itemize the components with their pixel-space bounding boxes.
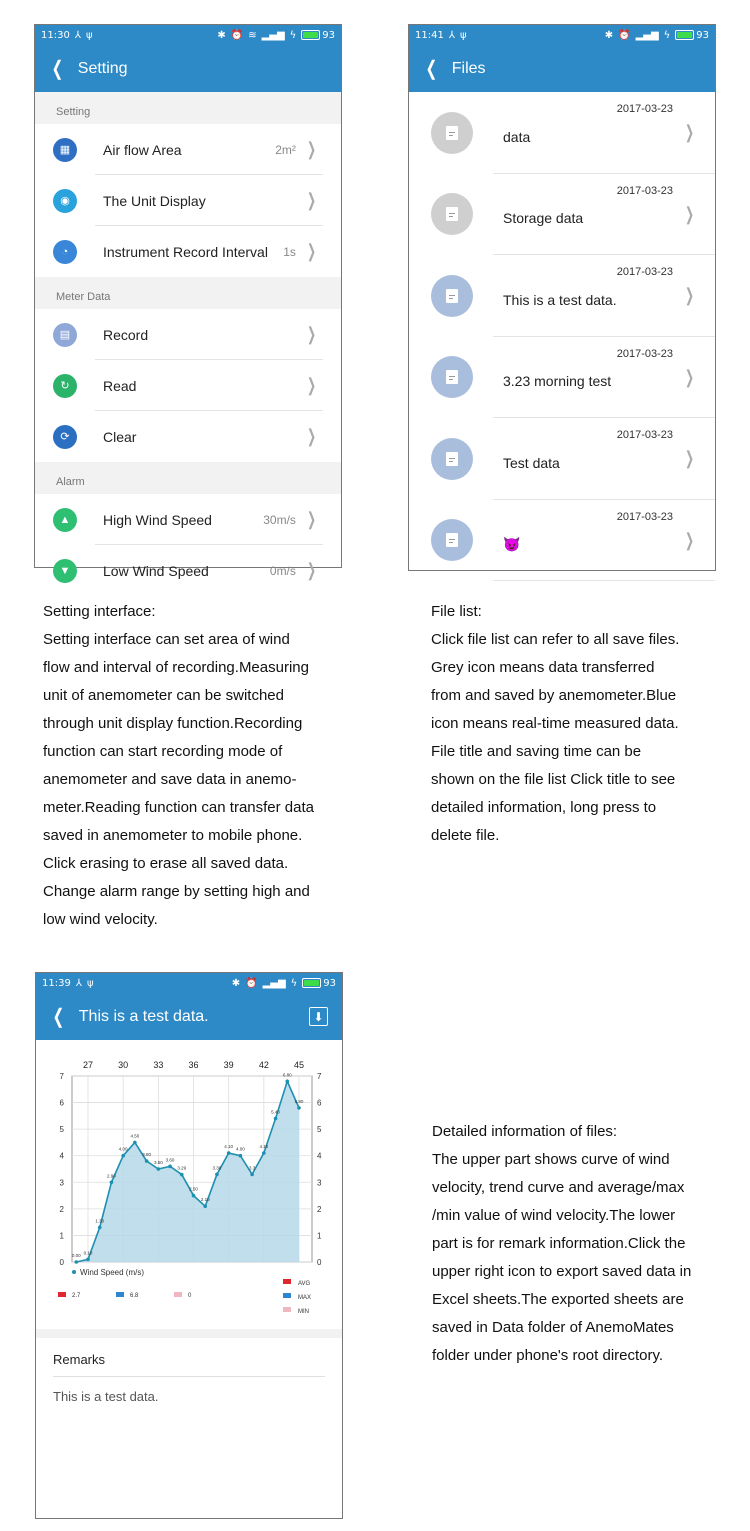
x-tick-label: 30 (118, 1060, 129, 1070)
section-header: Meter Data (35, 277, 341, 309)
data-label: 4.00 (118, 1146, 128, 1152)
x-tick-label: 27 (82, 1060, 94, 1070)
data-label: 0.00 (71, 1253, 81, 1258)
file-list (409, 92, 715, 581)
data-point (86, 1258, 90, 1262)
settings-item-label: High Wind Speed (103, 511, 212, 528)
data-point (110, 1180, 114, 1184)
stat-value: 2.7 (72, 1293, 81, 1299)
usb-icon: ψ (86, 977, 94, 989)
remarks-header: Remarks (53, 1352, 106, 1367)
settings-item-value: 2m² (275, 142, 296, 157)
settings-item[interactable] (35, 545, 341, 596)
settings-item[interactable] (35, 175, 341, 226)
file-row[interactable] (409, 337, 715, 419)
detail-description: Detailed information of files: The upper part shows curve of wind velocity, trend curve and average/max /min value of wind velocity.The lower part is for remark information.Click the upper right icon to export saved data in Excel sheets.The exported sheets are saved in Data folder of AnemoMates folder under phone's root directory. (432, 1123, 692, 1364)
data-point (203, 1204, 207, 1208)
stat-swatch (174, 1292, 182, 1297)
file-icon (431, 438, 473, 480)
fan-icon: ⅄ (74, 29, 81, 41)
data-point (297, 1106, 301, 1110)
y-tick-label-right: 4 (317, 1151, 322, 1161)
y-tick-label-right: 0 (317, 1258, 322, 1267)
stat-swatch (58, 1292, 66, 1297)
file-date: 2017-03-23 (616, 429, 673, 441)
wind-speed-chart (36, 1040, 342, 1329)
charging-icon: ϟ (290, 977, 298, 989)
legend-series-label: Wind Speed (m/s) (80, 1268, 145, 1277)
file-title: Storage data (503, 210, 584, 227)
y-tick-label-right: 1 (317, 1231, 322, 1241)
arrow-down-icon: ▼ (53, 559, 77, 583)
chevron-right-icon: ❯ (306, 426, 316, 446)
settings-item[interactable] (35, 309, 341, 360)
settings-item-label: Clear (103, 428, 137, 445)
chevron-right-icon: ❯ (684, 203, 694, 224)
files-description: File list: Click file list can refer to all save files. Grey icon means data transferred from and saved by anemometer.Blue icon means real-time measured data. File title and saving time can be shown on the file list Click title to see detailed information, long press to delete file. (431, 603, 680, 844)
bluetooth-icon: ✱ (231, 977, 241, 989)
y-tick-label-left: 6 (59, 1098, 64, 1108)
data-label: 3.30 (212, 1165, 222, 1171)
section-header: Setting (35, 92, 341, 124)
y-tick-label-right: 5 (317, 1125, 322, 1135)
clock: 11:39 (42, 977, 71, 989)
legend-series-marker (72, 1270, 76, 1274)
data-point (274, 1117, 278, 1121)
y-tick-label-left: 1 (59, 1231, 64, 1241)
x-tick-label: 39 (223, 1060, 234, 1070)
data-label: 5.80 (294, 1098, 304, 1104)
app-bar (409, 45, 715, 92)
file-date: 2017-03-23 (616, 103, 673, 115)
wifi-icon: ≋ (248, 29, 257, 41)
file-row[interactable] (409, 500, 715, 582)
file-title: Test data (503, 454, 560, 471)
remarks-text: This is a test data. (53, 1389, 159, 1404)
data-label: 3.80 (142, 1152, 151, 1158)
chevron-right-icon: ❯ (306, 190, 316, 210)
data-label: 4.00 (236, 1146, 245, 1152)
settings-item-value: 30m/s (263, 512, 296, 527)
back-arrow-icon[interactable]: ❮ (425, 57, 438, 80)
legend-stat-name: MIN (298, 1309, 309, 1315)
file-title: 3.23 morning test (503, 373, 612, 390)
usb-icon: ψ (459, 29, 467, 41)
y-tick-label-right: 6 (317, 1098, 322, 1108)
settings-item-label: Instrument Record Interval (103, 243, 268, 260)
settings-list (35, 92, 341, 596)
file-icon (431, 356, 473, 398)
y-tick-label-right: 7 (317, 1072, 322, 1081)
y-tick-label-left: 0 (59, 1258, 64, 1267)
chevron-right-icon: ❯ (306, 139, 316, 159)
legend-stat-name: MAX (298, 1295, 312, 1301)
settings-item-value: 1s (283, 244, 296, 259)
grid-icon: ▦ (53, 138, 77, 162)
file-icon (431, 275, 473, 317)
battery-icon: 93 (301, 30, 335, 41)
file-date: 2017-03-23 (616, 184, 673, 197)
data-point (192, 1194, 196, 1198)
data-point (215, 1173, 219, 1177)
chevron-right-icon: ❯ (684, 529, 694, 550)
data-label: 0.10 (83, 1250, 93, 1256)
gauge-icon: ◔ (53, 240, 77, 264)
chevron-right-icon: ❯ (684, 366, 694, 387)
settings-item-label: The Unit Display (103, 192, 206, 209)
y-tick-label-left: 3 (59, 1178, 64, 1188)
y-tick-label-left: 5 (59, 1125, 64, 1135)
chevron-right-icon: ❯ (306, 560, 316, 580)
settings-item[interactable] (35, 494, 341, 545)
x-tick-label: 36 (188, 1060, 199, 1070)
data-point (168, 1165, 172, 1169)
data-point (285, 1080, 289, 1084)
settings-description: Setting interface: Setting interface can set area of wind flow and interval of recording.Measuring unit of anemometer can be switched through unit display function.Recording function can start recording mode of anemometer and save data in anemo- meter.Reading function can transfer data saved in anemometer to mobile phone. Click erasing to erase all saved data. Change alarm range by setting high and low wind velocity. (43, 603, 314, 928)
app-bar (35, 45, 341, 92)
settings-item-label: Read (103, 377, 137, 394)
data-label: 2.50 (189, 1186, 198, 1192)
battery-icon: 93 (302, 978, 336, 989)
page-title: This is a test data. (78, 1007, 209, 1025)
clock: 11:41 (415, 29, 444, 41)
document-icon: ▤ (53, 323, 77, 347)
y-tick-label-right: 2 (317, 1204, 322, 1214)
file-row[interactable] (409, 418, 715, 500)
page-title: Files (451, 59, 486, 77)
file-date: 2017-03-23 (616, 510, 673, 523)
usb-icon: ψ (85, 29, 93, 41)
settings-item-label: Air flow Area (103, 141, 182, 158)
section-divider (36, 1329, 342, 1338)
data-label: 3.60 (165, 1157, 175, 1163)
data-label: 4.10 (259, 1144, 269, 1150)
charging-icon: ϟ (289, 29, 297, 41)
file-row[interactable] (409, 92, 715, 174)
fan-icon: ⅄ (75, 977, 82, 989)
data-point (74, 1260, 78, 1264)
stat-swatch (116, 1292, 124, 1297)
refresh-icon: ⟳ (53, 425, 77, 449)
files-screen (408, 24, 716, 571)
chevron-right-icon: ❯ (306, 509, 316, 529)
status-bar (35, 25, 341, 45)
settings-item[interactable] (35, 124, 341, 175)
data-label: 4.10 (224, 1144, 234, 1150)
data-point (98, 1226, 102, 1230)
file-date: 2017-03-23 (616, 347, 673, 360)
file-row[interactable] (409, 255, 715, 337)
alarm-icon: ⏰ (230, 29, 244, 41)
chevron-right-icon: ❯ (306, 241, 316, 261)
read-icon: ↻ (53, 374, 77, 398)
section-header: Alarm (35, 462, 341, 494)
export-download-icon[interactable]: ⬇ (309, 1007, 328, 1026)
status-bar (36, 973, 342, 993)
settings-item[interactable] (35, 226, 341, 277)
status-bar (409, 25, 715, 45)
settings-item-label: Record (103, 326, 149, 343)
data-point (121, 1154, 125, 1158)
legend-stat-swatch (283, 1279, 291, 1284)
fan-icon: ⅄ (448, 29, 455, 41)
x-tick-label: 33 (153, 1060, 164, 1070)
signal-icon: ▂▄▆ (261, 29, 285, 41)
data-label: 5.40 (271, 1109, 280, 1115)
chevron-right-icon: ❯ (306, 324, 316, 344)
bluetooth-icon: ✱ (217, 29, 226, 41)
back-arrow-icon[interactable]: ❮ (51, 57, 64, 80)
chevron-right-icon: ❯ (684, 285, 694, 306)
bluetooth-icon: ✱ (604, 29, 614, 41)
data-label: 3.50 (153, 1160, 163, 1165)
chevron-right-icon: ❯ (306, 375, 316, 395)
settings-item-label: Low Wind Speed (103, 562, 209, 579)
stat-value: 0 (188, 1293, 192, 1299)
eye-icon: ◉ (53, 189, 77, 213)
signal-icon: ▂▄▆ (635, 29, 659, 41)
legend-stat-swatch (283, 1307, 291, 1312)
file-icon (431, 112, 473, 154)
data-point (262, 1151, 266, 1155)
charging-icon: ϟ (663, 29, 671, 41)
settings-item[interactable] (35, 411, 341, 462)
data-point (145, 1159, 149, 1163)
alarm-icon: ⏰ (245, 977, 258, 989)
data-label: 4.50 (130, 1133, 140, 1139)
x-tick-label: 42 (258, 1060, 269, 1070)
legend-stat-name: AVG (298, 1281, 311, 1287)
file-title: data (503, 128, 531, 145)
arrow-up-icon: ▲ (53, 508, 77, 532)
data-point (180, 1173, 184, 1177)
settings-item-value: 0m/s (269, 563, 296, 578)
x-tick-label: 45 (293, 1060, 305, 1070)
file-icon (431, 193, 473, 235)
data-label: 6.80 (282, 1072, 292, 1078)
chevron-right-icon: ❯ (684, 448, 694, 469)
data-label: 3.3 (248, 1165, 256, 1171)
data-point (250, 1173, 254, 1177)
chart-svg (36, 1040, 342, 1329)
legend-stat-swatch (283, 1293, 291, 1298)
alarm-icon: ⏰ (618, 29, 631, 41)
app-bar (36, 993, 342, 1040)
page-title: Setting (77, 59, 128, 77)
battery-icon: 93 (675, 30, 709, 41)
data-point (227, 1151, 231, 1155)
file-date: 2017-03-23 (616, 266, 673, 278)
settings-item[interactable] (35, 360, 341, 411)
stat-value: 6.8 (130, 1293, 139, 1299)
signal-icon: ▂▄▆ (262, 977, 286, 989)
data-label: 2.10 (200, 1197, 210, 1203)
data-point (157, 1167, 161, 1171)
back-arrow-icon[interactable]: ❮ (52, 1005, 65, 1028)
data-label: 2.90 (107, 1173, 116, 1179)
data-point (133, 1141, 137, 1145)
file-icon (431, 519, 473, 561)
y-tick-label-left: 7 (59, 1072, 64, 1081)
file-title: This is a test data. (503, 291, 617, 308)
y-tick-label-left: 2 (59, 1204, 64, 1214)
chevron-right-icon: ❯ (684, 122, 694, 143)
data-label: 3.29 (177, 1165, 187, 1171)
clock: 11:30 (41, 29, 70, 41)
y-tick-label-left: 4 (59, 1151, 64, 1161)
file-title: 😈 (503, 535, 521, 552)
y-tick-label-right: 3 (317, 1178, 322, 1188)
data-point (239, 1154, 243, 1158)
detail-screen (35, 972, 343, 1519)
settings-screen (34, 24, 342, 580)
data-label: 1.30 (95, 1218, 105, 1224)
file-row[interactable] (409, 174, 715, 256)
